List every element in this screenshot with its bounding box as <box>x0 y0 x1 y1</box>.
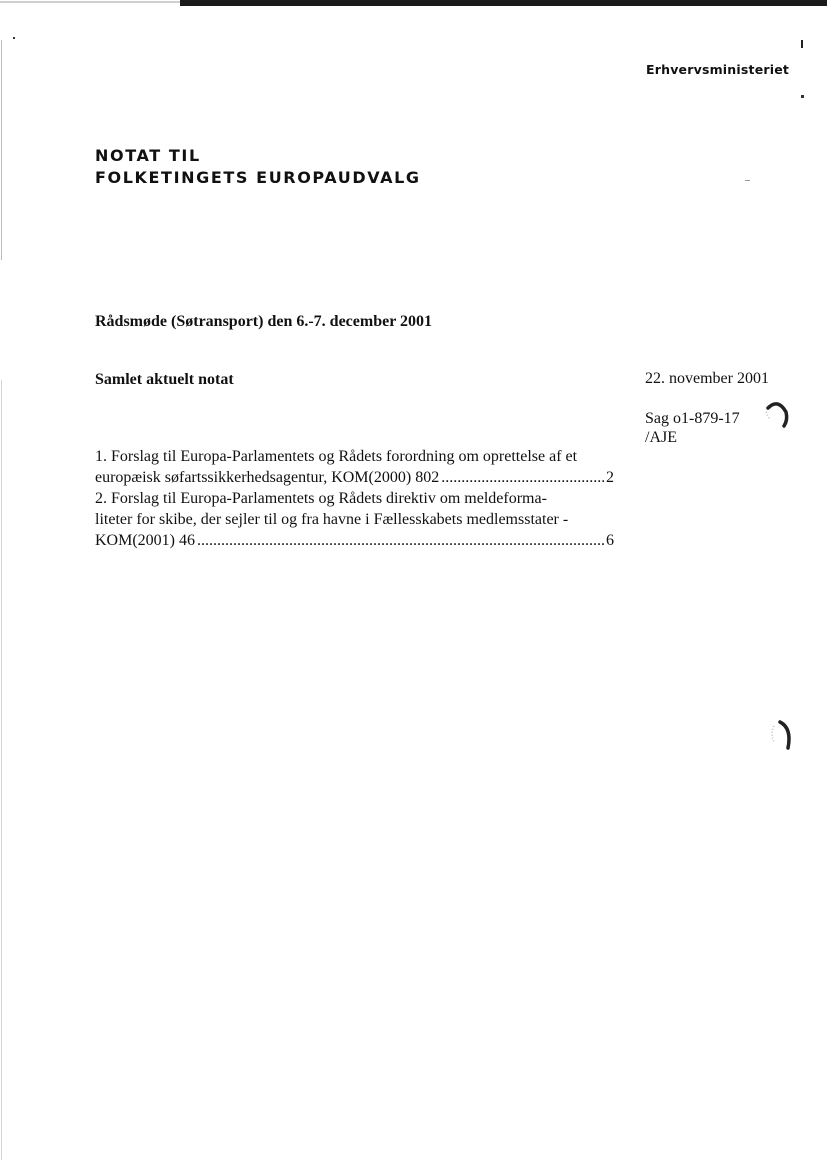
note-subtitle: Samlet aktuelt notat <box>95 371 234 388</box>
ministry-name: Erhvervsministeriet <box>646 62 790 77</box>
scan-top-border <box>0 0 827 7</box>
toc-entry-text: 1. Forslag til Europa-Parlamentets og Rådets forordning om oprettelse af et <box>95 448 578 465</box>
heading-line-2: FOLKETINGETS EUROPAUDVALG <box>95 168 421 187</box>
scan-speck <box>801 40 803 48</box>
toc-entry-text: europæisk søfartssikkerhedsagentur, KOM(2000) 802 <box>95 469 440 486</box>
scan-left-edge <box>1 40 2 260</box>
scan-speck <box>801 95 804 98</box>
toc-page-number: 6 <box>606 532 614 549</box>
toc-entry-last-line <box>95 530 614 551</box>
dot-leader <box>197 530 604 551</box>
toc-entry-text: KOM(2001) 46 <box>95 532 195 549</box>
punch-hole-mark-upper <box>758 398 792 432</box>
heading-line-1: NOTAT TIL <box>95 146 201 165</box>
case-reference <box>645 409 740 447</box>
case-number: Sag o1-879-17 <box>645 410 740 427</box>
case-initials: /AJE <box>645 429 677 446</box>
punch-hole-mark-lower <box>764 718 796 754</box>
toc-entry-text: liteter for skibe, der sejler til og fra havne i Fællesskabets medlemsstater - <box>95 511 569 528</box>
scan-speck <box>745 180 750 181</box>
toc-page-number: 2 <box>606 469 614 486</box>
table-of-contents <box>95 446 614 551</box>
scan-left-edge-lower <box>1 380 2 1160</box>
toc-entry-1[interactable] <box>95 446 614 488</box>
document-heading <box>95 145 421 189</box>
scan-speck <box>13 37 15 39</box>
toc-entry-2[interactable] <box>95 488 614 551</box>
meeting-title: Rådsmøde (Søtransport) den 6.-7. december 2001 <box>95 313 433 330</box>
toc-entry-text: 2. Forslag til Europa-Parlamentets og Rådets direktiv om meldeforma- <box>95 490 547 507</box>
toc-entry-last-line <box>95 467 614 488</box>
document-date: 22. november 2001 <box>645 370 769 387</box>
dot-leader <box>441 467 604 488</box>
